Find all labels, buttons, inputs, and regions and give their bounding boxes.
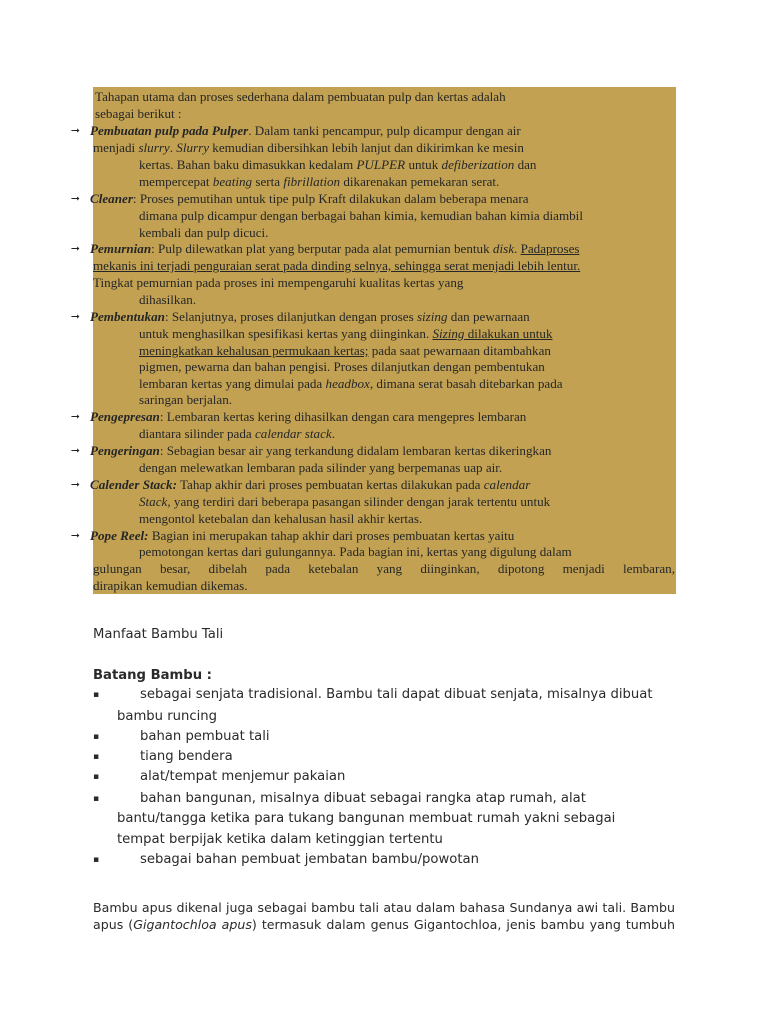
calender-line-1: Calender Stack: Tahap akhir dari proses pembuatan kertas dilakukan pada calendar <box>90 477 531 492</box>
square-bullet-icon: ▪ <box>93 794 100 804</box>
arrow-bullet-icon: ⭢ <box>71 444 80 456</box>
cleaner-line-2: dimana pulp dicampur dengan berbagai bahan kimia, kemudian bahan kimia diambil <box>139 208 583 223</box>
manfaat-title: Manfaat Bambu Tali <box>93 627 224 642</box>
square-bullet-icon: ▪ <box>93 752 100 762</box>
pulper-term: Pembuatan pulp pada Pulper <box>90 123 249 138</box>
square-bullet-icon: ▪ <box>93 690 100 700</box>
pengeringan-term: Pengeringan <box>90 443 160 458</box>
pulper-line-4: mempercepat beating serta fibrillation dikarenakan pemekaran serat. <box>139 174 500 189</box>
calender-line-3: mengontol ketebalan dan kehalusan hasil akhir kertas. <box>139 511 423 526</box>
square-bullet-icon: ▪ <box>93 732 100 742</box>
batang-item-2: bahan pembuat tali <box>140 729 270 744</box>
pulper-line-3: kertas. Bahan baku dimasukkan kedalam PULPER untuk defiberization dan <box>139 157 537 172</box>
paragraph-line-2: apus (Gigantochloa apus) termasuk dalam genus Gigantochloa, jenis bambu yang tumbuh <box>93 917 675 932</box>
arrow-bullet-icon: ⭢ <box>71 529 80 541</box>
pengepresan-line-2: diantara silinder pada calendar stack. <box>139 426 335 441</box>
pemurnian-line-1: Pemurnian: Pulp dilewatkan plat yang berputar pada alat pemurnian bentuk disk. Padaproses <box>90 241 580 256</box>
paragraph-line-1: Bambu apus dikenal juga sebagai bambu tali atau dalam bahasa Sundanya awi tali. Bambu <box>93 900 675 915</box>
batang-item-1-line-1: sebagai senjata tradisional. Bambu tali dapat dibuat senjata, misalnya dibuat <box>140 687 653 702</box>
pembentukan-line-2: untuk menghasilkan spesifikasi kertas yang diinginkan. Sizing dilakukan untuk <box>139 326 553 341</box>
pulper-line-2: menjadi slurry. Slurry kemudian dibersihkan lebih lanjut dan dikirimkan ke mesin <box>93 140 524 155</box>
pemurnian-line-2: mekanis ini terjadi penguraian serat pada dinding selnya, sehingga serat menjadi lebih lentur. <box>93 258 581 273</box>
cleaner-line-3: kembali dan pulp dicuci. <box>139 225 269 240</box>
pope-term: Pope Reel: <box>90 528 149 543</box>
pembentukan-line-3: meningkatkan kehalusan permukaan kertas; pada saat pewarnaan ditambahkan <box>139 343 551 358</box>
arrow-bullet-icon: ⭢ <box>71 310 80 322</box>
batang-heading: Batang Bambu : <box>93 668 212 683</box>
pope-line-4: dirapikan kemudian dikemas. <box>93 578 248 593</box>
pengepresan-term: Pengepresan <box>90 409 160 424</box>
pembentukan-line-5: lembaran kertas yang dimulai pada headbox, dimana serat basah ditebarkan pada <box>139 376 563 391</box>
pengeringan-line-1: Pengeringan: Sebagian besar air yang terkandung didalam lembaran kertas dikeringkan <box>90 443 552 458</box>
batang-item-5-line-1: bahan bangunan, misalnya dibuat sebagai rangka atap rumah, alat <box>140 791 586 806</box>
calender-line-2: Stack, yang terdiri dari beberapa pasangan silinder dengan jarak tertentu untuk <box>139 494 551 509</box>
arrow-bullet-icon: ⭢ <box>71 192 80 204</box>
arrow-bullet-icon: ⭢ <box>71 242 80 254</box>
process-intro-line-2: sebagai berikut : <box>95 106 182 121</box>
square-bullet-icon: ▪ <box>93 855 100 865</box>
arrow-bullet-icon: ⭢ <box>71 410 80 422</box>
pope-line-2: pemotongan kertas dari gulungannya. Pada bagian ini, kertas yang digulung dalam <box>139 544 572 559</box>
batang-item-5-line-3: tempat berpijak ketika dalam ketinggian tertentu <box>117 832 443 847</box>
calender-term: Calender Stack: <box>90 477 177 492</box>
pope-line-1: Pope Reel: Bagian ini merupakan tahap akhir dari proses pembuatan kertas yaitu <box>90 528 515 543</box>
square-bullet-icon: ▪ <box>93 772 100 782</box>
process-intro-line-1: Tahapan utama dan proses sederhana dalam pembuatan pulp dan kertas adalah <box>95 89 506 104</box>
arrow-bullet-icon: ⭢ <box>71 478 80 490</box>
cleaner-line-1: Cleaner: Proses pemutihan untuk tipe pulp Kraft dilakukan dalam beberapa menara <box>90 191 529 206</box>
pembentukan-term: Pembentukan <box>90 309 165 324</box>
pembentukan-line-4: pigmen, pewarna dan bahan pengisi. Proses dilanjutkan dengan pembentukan <box>139 359 545 374</box>
pemurnian-line-4: dihasilkan. <box>139 292 197 307</box>
batang-item-1-line-2: bambu runcing <box>117 709 218 724</box>
pembentukan-line-1: Pembentukan: Selanjutnya, proses dilanjutkan dengan proses sizing dan pewarnaan <box>90 309 530 324</box>
pengepresan-line-1: Pengepresan: Lembaran kertas kering dihasilkan dengan cara mengepres lembaran <box>90 409 527 424</box>
pemurnian-line-3: Tingkat pemurnian pada proses ini mempengaruhi kualitas kertas yang <box>93 275 464 290</box>
pope-line-3: gulungan besar, dibelah pada ketebalan yang diinginkan, dipotong menjadi lembaran, <box>93 561 675 576</box>
pemurnian-term: Pemurnian <box>90 241 152 256</box>
pengeringan-line-2: dengan melewatkan lembaran pada silinder yang berpemanas uap air. <box>139 460 503 475</box>
batang-item-4: alat/tempat menjemur pakaian <box>140 769 346 784</box>
batang-item-5-line-2: bantu/tangga ketika para tukang bangunan membuat rumah yakni sebagai <box>117 811 616 826</box>
batang-item-3: tiang bendera <box>140 749 233 764</box>
cleaner-term: Cleaner <box>90 191 133 206</box>
batang-item-6: sebagai bahan pembuat jembatan bambu/powotan <box>140 852 479 867</box>
pembentukan-line-6: saringan berjalan. <box>139 392 233 407</box>
arrow-bullet-icon: ⭢ <box>71 124 80 136</box>
pulper-line-1: Pembuatan pulp pada Pulper. Dalam tanki pencampur, pulp dicampur dengan air <box>90 123 521 138</box>
